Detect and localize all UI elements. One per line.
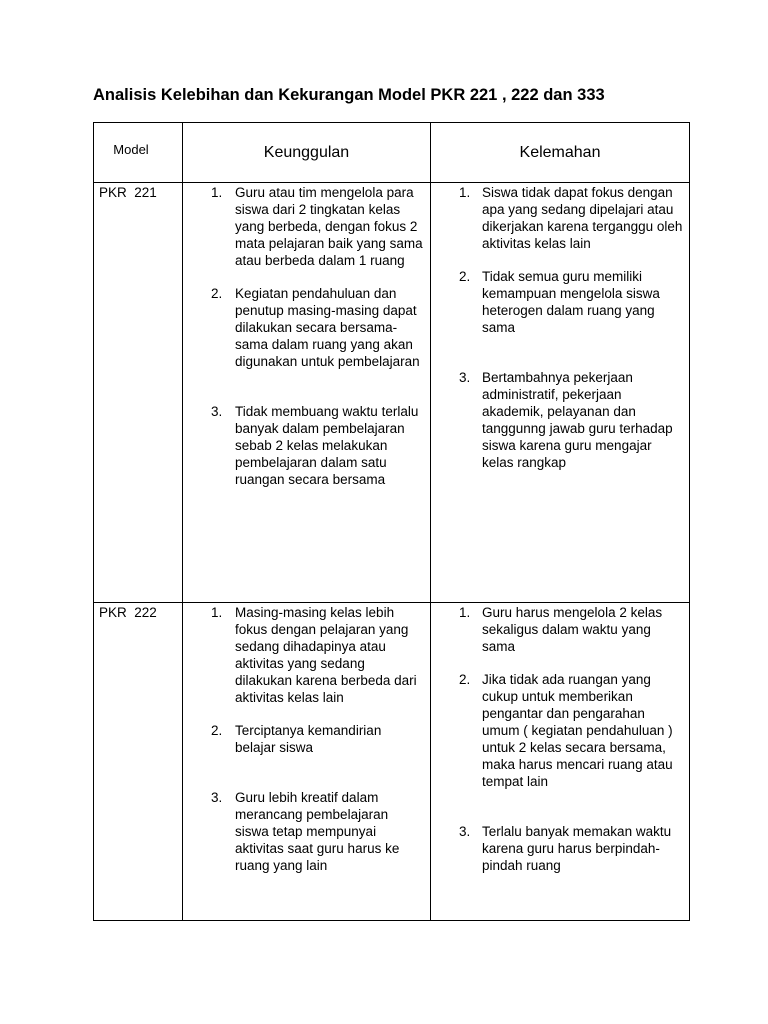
table-row-pkr-221 (94, 183, 690, 603)
model-cell: PKR 222 (94, 603, 183, 921)
list-item: 3. Tidak membuang waktu terlalu banyak dalam pembelajaran sebab 2 kelas melakukan pembelajaran dalam satu ruangan secara bersama (211, 404, 419, 487)
kelemahan-list (431, 604, 689, 874)
list-item: 1. Masing-masing kelas lebih fokus dengan pelajaran yang sedang dihadapinya atau aktivitas yang sedang dilakukan karena berbeda dari aktivitas kelas lain (211, 605, 417, 705)
list-item: 1. Siswa tidak dapat fokus dengan apa yang sedang dipelajari atau dikerjakan karena terganggu oleh aktivitas kelas lain (459, 185, 683, 251)
model-cell: PKR 221 (94, 183, 183, 603)
kelemahan-list (431, 184, 689, 471)
list-item: 2. Kegiatan pendahuluan dan penutup masing-masing dapat dilakukan secara bersama-sama dalam ruang yang akan digunakan untuk pembelajaran (211, 286, 420, 369)
table-row-pkr-222 (94, 603, 690, 921)
list-item: 2. Terciptanya kemandirian belajar siswa (211, 723, 382, 755)
list-item: 3. Guru lebih kreatif dalam merancang pembelajaran siswa tetap mempunyai aktivitas saat guru harus ke ruang yang lain (211, 790, 400, 873)
header-keunggulan: Keunggulan (183, 123, 431, 183)
table-header-row (94, 123, 690, 183)
kelemahan-cell (431, 603, 690, 921)
header-kelemahan: Kelemahan (431, 123, 690, 183)
list-item: 1. Guru atau tim mengelola para siswa dari 2 tingkatan kelas yang berbeda, dengan fokus 2 mata pelajaran baik yang sama atau berbeda dalam 1 ruang (211, 185, 423, 268)
keunggulan-list (183, 604, 430, 874)
keunggulan-cell (183, 603, 431, 921)
analysis-table (93, 122, 690, 921)
header-model: Model (94, 123, 183, 183)
list-item: 1. Guru harus mengelola 2 kelas sekaligus dalam waktu yang sama (459, 605, 663, 654)
list-item: 3. Terlalu banyak memakan waktu karena guru harus berpindah-pindah ruang (459, 824, 672, 873)
keunggulan-list (183, 184, 430, 488)
kelemahan-cell (431, 183, 690, 603)
list-item: 2. Tidak semua guru memiliki kemampuan mengelola siswa heterogen dalam ruang yang sama (459, 269, 660, 335)
list-item: 2. Jika tidak ada ruangan yang cukup untuk memberikan pengantar dan pengarahan umum ( kegiatan pendahuluan ) untuk 2 kelas secara bersama, maka harus mencari ruang atau tempat lain (459, 672, 673, 789)
keunggulan-cell (183, 183, 431, 603)
list-item: 3. Bertambahnya pekerjaan administratif, pekerjaan akademik, pelayanan dan tanggunng jawab guru terhadap siswa karena guru mengajar kelas rangkap (459, 370, 673, 470)
page-title: Analisis Kelebihan dan Kekurangan Model PKR 221 , 222 dan 333 (93, 86, 605, 104)
